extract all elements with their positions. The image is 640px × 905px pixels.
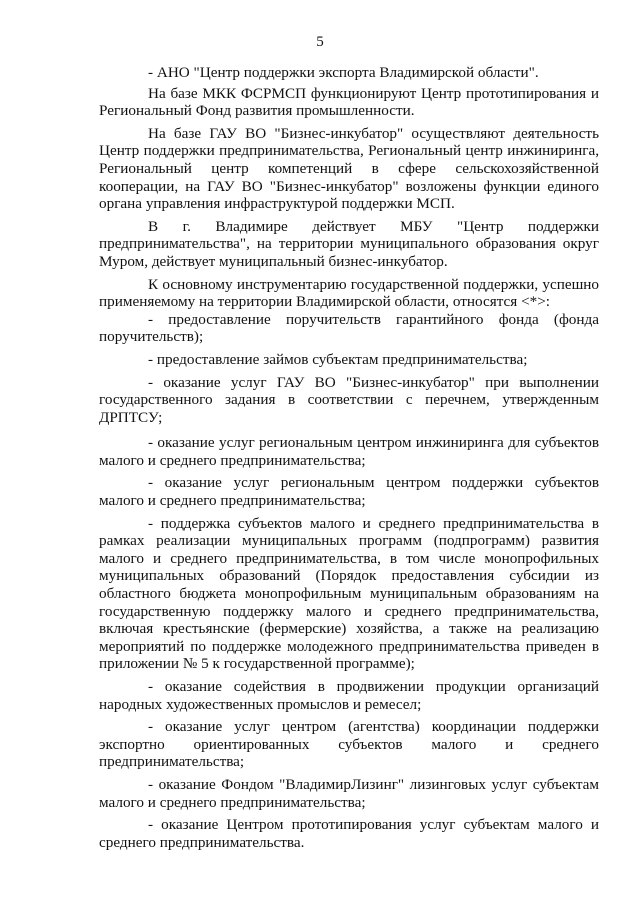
- page-number: 5: [316, 34, 324, 50]
- document-body: [99, 64, 599, 851]
- list-item-loans: - предоставление займов субъектам предпринимательства;: [148, 350, 528, 368]
- paragraph-mkk-fsrmsp: На базе МКК ФСРМСП функционируют Центр прототипирования и Региональный Фонд развития промышленности.: [99, 84, 599, 120]
- list-item-engineering-center: - оказание услуг региональным центром инжиниринга для субъектов малого и среднего предпринимательства;: [99, 434, 599, 469]
- paragraph-business-incubator: На базе ГАУ ВО "Бизнес-инкубатор" осуществляют деятельность Центр поддержки предпринимательства, Региональный центр инжиниринга, Региональный центр компетенций в сфере сельскохозяйственной кооперации, на ГАУ ВО "Бизнес-инкубатор" возложены функции единого органа управления инфраструктурой поддержки МСП.: [99, 124, 599, 213]
- list-item-folk-crafts: - оказание содействия в продвижении продукции организаций народных художественных промыслов и ремесел;: [99, 678, 599, 713]
- list-item-leasing: - оказание Фондом "ВладимирЛизинг" лизинговых услуг субъектам малого и среднего предпринимательства;: [99, 775, 599, 811]
- paragraph-export-center: - АНО "Центр поддержки экспорта Владимирской области".: [148, 64, 539, 81]
- list-item-guarantee-fund: - предоставление поручительств гарантийного фонда (фонда поручительств);: [99, 310, 599, 346]
- list-item-incubator-services: - оказание услуг ГАУ ВО "Бизнес-инкубатор" при выполнении государственного задания в соответствии с перечнем, утвержденным ДРПТСУ;: [99, 373, 599, 426]
- list-item-export-coordination: - оказание услуг центром (агентства) координации поддержки экспортно ориентированных субъектов малого и среднего предпринимательства;: [99, 718, 599, 771]
- list-item-prototyping: - оказание Центром прототипирования услуг субъектам малого и среднего предпринимательства.: [99, 816, 599, 851]
- list-item-support-center: - оказание услуг региональным центром поддержки субъектов малого и среднего предпринимательства;: [99, 474, 599, 510]
- paragraph-vladimir-mbu: В г. Владимире действует МБУ "Центр поддержки предпринимательства", на территории муниципального образования округ Муром, действует муниципальный бизнес-инкубатор.: [99, 217, 599, 270]
- paragraph-support-tools-intro: К основному инструментарию государственной поддержки, успешно применяемому на территории Владимирской области, относятся <*>:: [99, 275, 599, 311]
- list-item-municipal-programs: - поддержка субъектов малого и среднего предпринимательства в рамках реализации муниципальных программ (подпрограмм) развития малого и среднего предпринимательства, в том числе монопрофильных муниципальных образований (Порядок предоставления субсидии из областного бюджета монопрофильным муниципальным образованиям на государственную поддержку малого и среднего предпринимательства, включая крестьянские (фермерские) хозяйства, а также на реализацию мероприятий по поддержке молодежного предпринимательства приведен в приложении № 5 к государственной программе);: [99, 514, 599, 673]
